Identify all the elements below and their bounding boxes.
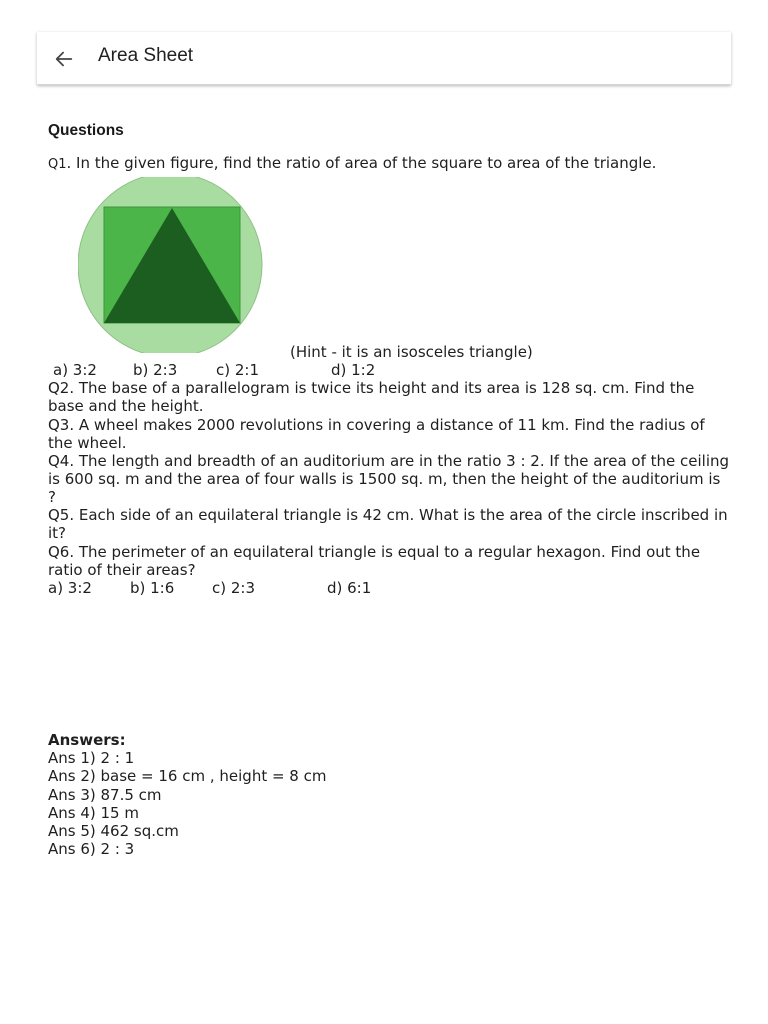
circle-square-triangle-diagram	[78, 177, 268, 353]
option-c: c) 2:3	[212, 579, 256, 597]
option-b: b) 2:3	[133, 361, 178, 379]
back-button[interactable]	[51, 46, 77, 72]
answer-item: Ans 5) 462 sq.cm	[48, 822, 179, 841]
question-1-text: . In the given figure, find the ratio of area of the square to area of the triangle.	[66, 154, 657, 172]
answer-item: Ans 6) 2 : 3	[48, 840, 135, 859]
option-b: b) 1:6	[130, 579, 175, 597]
question-1-number: Q1	[48, 157, 67, 172]
option-c: c) 2:1	[216, 361, 260, 379]
answer-item: Ans 3) 87.5 cm	[48, 785, 162, 804]
question-4: Q4. The length and breadth of an auditorium are in the ratio 3 : 2. If the area of the ceiling is 600 sq. m and the area of four walls is 1500 sq. m, then the height of the auditorium is ?	[48, 452, 730, 507]
answer-item: Ans 2) base = 16 cm , height = 8 cm	[48, 767, 327, 786]
q1-figure	[78, 177, 268, 357]
question-1	[48, 154, 656, 172]
arrow-left-icon	[53, 48, 75, 70]
answers-section	[48, 731, 326, 858]
question-6: Q6. The perimeter of an equilateral triangle is equal to a regular hexagon. Find out the ratio of their areas?	[48, 543, 701, 580]
app-bar	[37, 32, 731, 85]
answer-item: Ans 1) 2 : 1	[48, 749, 135, 768]
option-d: d) 6:1	[327, 579, 372, 597]
answers-heading: Answers:	[48, 731, 126, 749]
page-title: Area Sheet	[98, 45, 194, 66]
question-1-hint: (Hint - it is an isosceles triangle)	[290, 343, 533, 361]
option-a: a) 3:2	[48, 579, 92, 597]
question-2: Q2. The base of a parallelogram is twice its height and its area is 128 sq. cm. Find the base and the height.	[48, 379, 695, 416]
answer-item: Ans 4) 15 m	[48, 803, 139, 822]
question-3: Q3. A wheel makes 2000 revolutions in covering a distance of 11 km. Find the radius of the wheel.	[48, 416, 705, 453]
option-a: a) 3:2	[53, 361, 97, 379]
option-d: d) 1:2	[331, 361, 376, 379]
question-5: Q5. Each side of an equilateral triangle is 42 cm. What is the area of the circle inscribed in it?	[48, 506, 728, 543]
section-heading: Questions	[48, 122, 124, 139]
